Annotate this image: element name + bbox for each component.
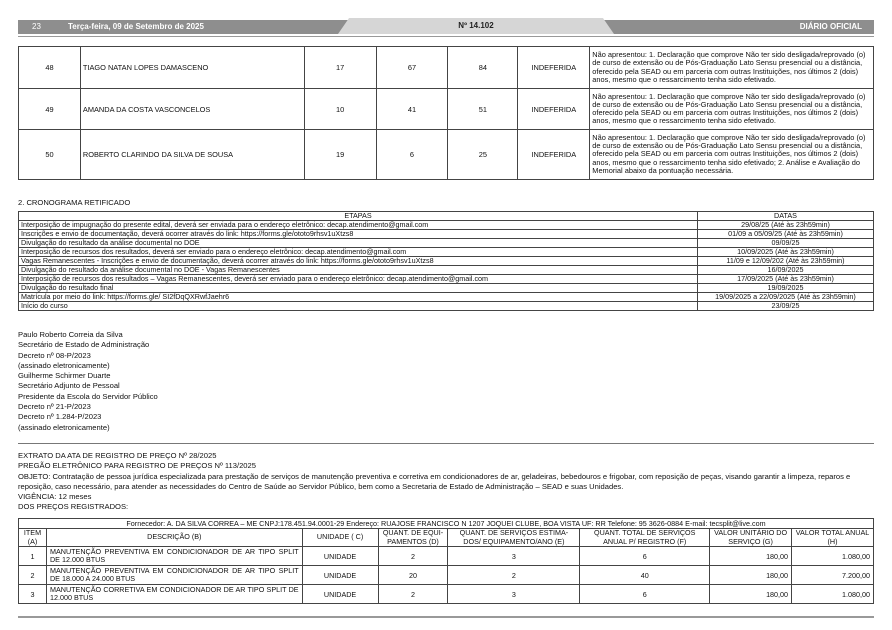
table-row (19, 130, 874, 180)
column-header: UNIDADE ( C) (302, 529, 378, 547)
item-number: 3 (19, 585, 47, 604)
table-row (19, 302, 874, 311)
score-a: 19 (304, 130, 376, 180)
item-services-qty: 3 (448, 547, 580, 566)
footer-divider (18, 616, 874, 618)
table-row (19, 47, 874, 89)
section-divider (18, 443, 874, 444)
item-unit: UNIDADE (302, 585, 378, 604)
supplier-info: Fornecedor: A. DA SILVA CORREA – ME CNPJ:178.451.94.0001-29 Endereço: RUAJOSE FRANCISCO N 1207 JOQUEI CLUBE, BOA VISTA UF: RR Telefone: 95 3626-0884 E-mail: tecsplit@live.com (19, 519, 874, 529)
item-description: MANUTENÇÃO PREVENTIVA EM CONDICIONADOR DE AR TIPO SPLIT DE 12.000 BTUS (46, 547, 302, 566)
extract-title: EXTRATO DA ATA DE REGISTRO DE PREÇO Nº 28/2025 (18, 451, 217, 460)
row-number: 49 (19, 89, 81, 130)
observation: Não apresentou: 1. Declaração que comprove Não ter sido desligada/reprovado (o) de curso de extensão ou de Pós-Graduação Lato Sensu presencial ou a distância, oferecido pela SEAD ou em parceria com outras Instituições, nos últimos 2 (dois) anos, mesmo que o ressarcimento tenha sido efetivado; 2. Análise e Avaliação do Memorial abaixo da pontuação necessária. (590, 130, 874, 180)
date: 10/09/2025 (Até às 23h59min) (698, 248, 874, 257)
extract-subtitle: PREGÃO ELETRÔNICO PARA REGISTRO DE PREÇOS Nº 113/2025 (18, 461, 256, 471)
extract-section (18, 451, 874, 513)
journal-name: DIÁRIO OFICIAL (799, 22, 862, 31)
item-unit-price: 180,00 (710, 547, 792, 566)
column-header: QUANT. TOTAL DE SERVIÇOS ANUAL P/ REGISTRO (F) (580, 529, 710, 547)
item-total-services: 40 (580, 566, 710, 585)
signature-line: Guilherme Schirmer Duarte (18, 371, 111, 381)
status: INDEFERIDA (518, 89, 590, 130)
extract-validity: VIGÊNCIA: 12 meses (18, 492, 92, 502)
table-header-row (19, 529, 874, 547)
item-services-qty: 3 (448, 585, 580, 604)
schedule-table (18, 211, 874, 311)
item-equipment-qty: 2 (378, 585, 448, 604)
signature-line: (assinado eletronicamente) (18, 422, 110, 432)
status: INDEFERIDA (518, 130, 590, 180)
header-divider (18, 36, 874, 37)
signature-line: Presidente da Escola do Servidor Público (18, 391, 158, 401)
issue-number: Nº 14.102 (458, 21, 494, 30)
section-title: 2. CRONOGRAMA RETIFICADO (18, 198, 131, 207)
column-header: ETAPAS (19, 212, 698, 221)
signature-line: Decreto nº 1.284-P/2023 (18, 412, 102, 422)
item-total-services: 6 (580, 585, 710, 604)
score-b: 67 (376, 47, 448, 89)
item-unit: UNIDADE (302, 566, 378, 585)
column-header: DESCRIÇÃO (B) (46, 529, 302, 547)
status: INDEFERIDA (518, 47, 590, 89)
date: 23/09/25 (698, 302, 874, 311)
row-number: 48 (19, 47, 81, 89)
results-table (18, 46, 874, 180)
item-unit-price: 180,00 (710, 566, 792, 585)
item-unit-price: 180,00 (710, 585, 792, 604)
step: Vagas Remanescentes - Inscrições e envio de documentação, deverá ocorrer através do link: https://forms.gle/ototo9rhsv1uXtzs8 (19, 257, 698, 266)
step: Início do curso (19, 302, 698, 311)
score-b: 41 (376, 89, 448, 130)
date: 11/09 e 12/09/202 (Até às 23h59min) (698, 257, 874, 266)
score-total: 51 (448, 89, 518, 130)
item-number: 1 (19, 547, 47, 566)
date: 16/09/2025 (698, 266, 874, 275)
column-header: QUANT. DE EQUI-PAMENTOS (D) (378, 529, 448, 547)
observation: Não apresentou: 1. Declaração que comprove Não ter sido desligada/reprovado (o) de curso de extensão ou de Pós-Graduação Lato Sensu presencial ou a distância, oferecido pela SEAD ou em parceria com outras Instituições, nos últimos 2 (dois) anos, mesmo que o ressarcimento tenha sido efetivado. (590, 47, 874, 89)
column-header: VALOR UNITÁRIO DO SERVIÇO (G) (710, 529, 792, 547)
page-header (18, 20, 874, 34)
step: Interposição de recursos dos resultados – Vagas Remanescentes, deverá ser enviado para o endereço eletrônico: decap.atendimento@gmail.com (19, 275, 698, 284)
extract-object: OBJETO: Contratação de pessoa jurídica especializada para prestação de serviços de manutenção preventiva e corretiva em condicionadores de ar, geladeiras, bebedouros e frigobar, com reposição de peças, visando garantir a limpeza, reparos e reposição, caso necessário, para atender as necessidades do Centro de Saúde ao Servidor Público, bem como a Secretaria de Estado de Administração – SEAD e suas Unidades. (18, 471, 851, 491)
column-header: DATAS (698, 212, 874, 221)
table-row (19, 585, 874, 604)
supplier-row (19, 519, 874, 529)
date: 01/09 a 05/09/25 (Até às 23h59min) (698, 230, 874, 239)
candidate-name: AMANDA DA COSTA VASCONCELOS (80, 89, 304, 130)
step: Divulgação do resultado da análise documental no DOE (19, 239, 698, 248)
table-row (19, 547, 874, 566)
signature-line: Decreto nº 08-P/2023 (18, 350, 91, 360)
signature-line: Secretário de Estado de Administração (18, 340, 150, 350)
score-total: 25 (448, 130, 518, 180)
item-equipment-qty: 2 (378, 547, 448, 566)
step: Interposição de impugnação do presente edital, deverá ser enviada para o endereço eletrônico: decap.atendimento@gmail.com (19, 221, 698, 230)
issue-date: Terça-feira, 09 de Setembro de 2025 (68, 22, 204, 31)
signature-line: Secretário Adjunto de Pessoal (18, 381, 120, 391)
column-header: ITEM (A) (19, 529, 47, 547)
item-unit: UNIDADE (302, 547, 378, 566)
score-a: 17 (304, 47, 376, 89)
item-description: MANUTENÇÃO PREVENTIVA EM CONDICIONADOR DE AR TIPO SPLIT DE 18.000 A 24.000 BTUS (46, 566, 302, 585)
extract-prices-label: DOS PREÇOS REGISTRADOS: (18, 502, 129, 512)
prices-table (18, 518, 874, 604)
step: Inscrições e envio de documentação, deverá ocorrer através do link: https://forms.gle/ototo9rhsv1uXtzs8 (19, 230, 698, 239)
date: 29/08/25 (Até às 23h59min) (698, 221, 874, 230)
row-number: 50 (19, 130, 81, 180)
signature-block (18, 330, 158, 433)
table-row (19, 89, 874, 130)
column-header: VALOR TOTAL ANUAL (H) (792, 529, 874, 547)
page-number: 23 (32, 22, 41, 31)
column-header: QUANT. DE SERVIÇOS ESTIMA-DOS/ EQUIPAMENTO/ANO (E) (448, 529, 580, 547)
score-b: 6 (376, 130, 448, 180)
step: Matrícula por meio do link: https://forms.gle/ SI2fDqQXRwfJaehr6 (19, 293, 698, 302)
step: Divulgação do resultado da análise documental no DOE - Vagas Remanescentes (19, 266, 698, 275)
signature-line: Paulo Roberto Correia da Silva (18, 330, 123, 339)
candidate-name: TIAGO NATAN LOPES DAMASCENO (80, 47, 304, 89)
date: 17/09/2025 (Até às 23h59min) (698, 275, 874, 284)
item-equipment-qty: 20 (378, 566, 448, 585)
item-total-price: 7.200,00 (792, 566, 874, 585)
step: Interposição de recursos dos resultados, deverá ser enviado para o endereço eletrônico: decap.atendimento@gmail.com (19, 248, 698, 257)
table-row (19, 566, 874, 585)
observation: Não apresentou: 1. Declaração que comprove Não ter sido desligada/reprovado (o) de curso de extensão ou de Pós-Graduação Lato Sensu presencial ou a distância, oferecido pela SEAD ou em parceria com outras Instituições, nos últimos 2 (dois) anos, mesmo que o ressarcimento tenha sido efetivado. (590, 89, 874, 130)
signature-line: Decreto nº 21-P/2023 (18, 402, 91, 412)
score-a: 10 (304, 89, 376, 130)
table-row (19, 275, 874, 284)
item-total-services: 6 (580, 547, 710, 566)
date: 19/09/2025 (698, 284, 874, 293)
item-description: MANUTENÇÃO CORRETIVA EM CONDICIONADOR DE AR TIPO SPLIT DE 12.000 BTUS (46, 585, 302, 604)
table-row (19, 293, 874, 302)
date: 09/09/25 (698, 239, 874, 248)
item-total-price: 1.080,00 (792, 585, 874, 604)
score-total: 84 (448, 47, 518, 89)
item-services-qty: 2 (448, 566, 580, 585)
item-number: 2 (19, 566, 47, 585)
candidate-name: ROBERTO CLARINDO DA SILVA DE SOUSA (80, 130, 304, 180)
signature-line: (assinado eletronicamente) (18, 360, 110, 370)
date: 19/09/2025 a 22/09/2025 (Até às 23h59min) (698, 293, 874, 302)
step: Divulgação do resultado final (19, 284, 698, 293)
item-total-price: 1.080,00 (792, 547, 874, 566)
